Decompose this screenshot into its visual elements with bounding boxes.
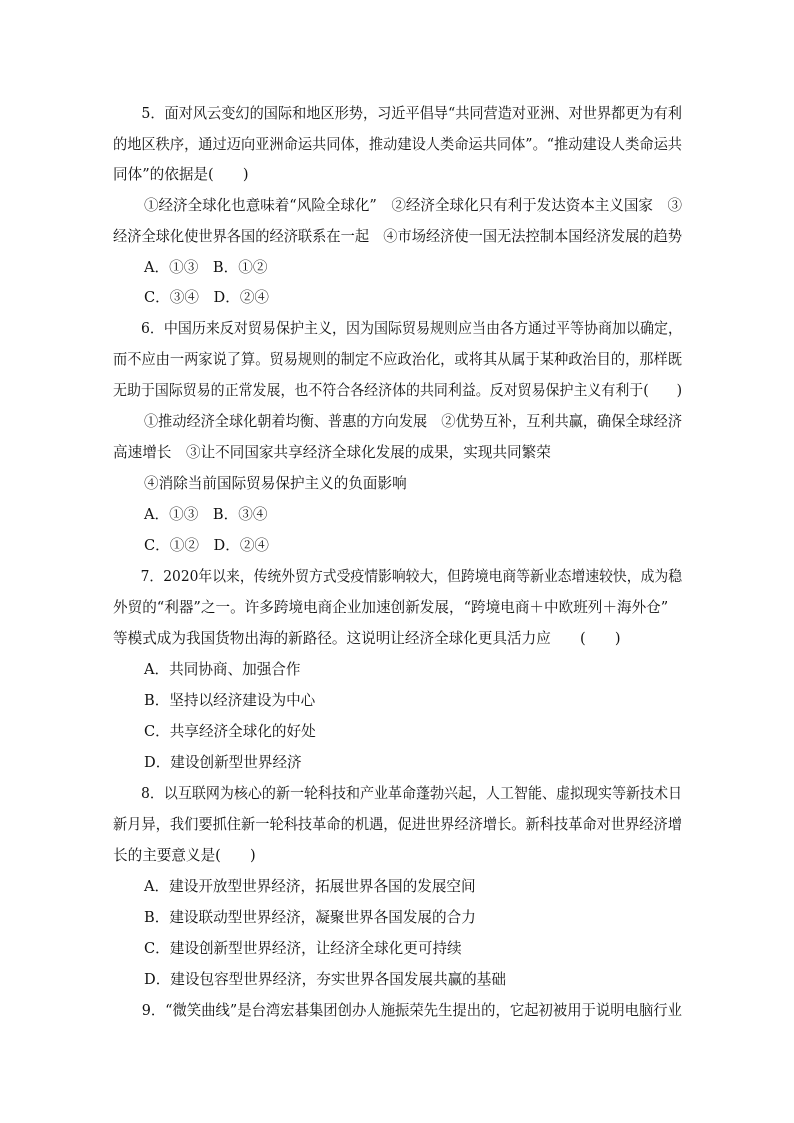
q6-stem-text-3: 无助于国际贸易的正常发展，也不符合各经济体的共同利益。反对贸易保护主义有利于( )	[113, 382, 683, 399]
q7-option-c	[0, 722, 794, 742]
q9-stem-line-1	[0, 1001, 794, 1021]
q8-option-b-text: B．建设联动型世界经济，凝聚世界各国发展的合力	[144, 909, 476, 926]
q6-item-text-3: ④消除当前国际贸易保护主义的负面影响	[144, 475, 407, 492]
q7-option-a	[0, 660, 794, 680]
q8-option-c	[0, 939, 794, 959]
q6-item-line-1	[0, 412, 794, 432]
q5-stem-text-3: 同体”的依据是( )	[113, 166, 249, 183]
q8-stem-line-1	[0, 784, 794, 804]
q7-option-d-text: D．建设创新型世界经济	[144, 754, 302, 771]
q5-option-cd	[0, 288, 794, 308]
q5-option-ab-text: A．①③ B．①②	[144, 259, 268, 276]
q7-option-c-text: C．共享经济全球化的好处	[144, 723, 316, 740]
q7-option-b	[0, 691, 794, 711]
q8-option-d	[0, 970, 794, 990]
q6-stem-text-2: 而不应由一两家说了算。贸易规则的制定不应政治化，或将其从属于某种政治目的，那样既	[113, 351, 682, 368]
q5-item-text-1: ①经济全球化也意味着“风险全球化” ②经济全球化只有利于发达资本主义国家 ③	[144, 197, 682, 214]
q6-item-text-1: ①推动经济全球化朝着均衡、普惠的方向发展 ②优势互补，互利共赢，确保全球经济	[144, 413, 682, 430]
q5-item-line-1	[0, 196, 794, 216]
q6-stem-line-3	[0, 381, 794, 401]
q5-stem-text-2: 的地区秩序，通过迈向亚洲命运共同体，推动建设人类命运共同体”。“推动建设人类命运共	[113, 136, 683, 153]
q7-stem-text-3: 等模式成为我国货物出海的新路径。这说明让经济全球化更具活力应 ( )	[113, 630, 621, 647]
q8-option-c-text: C．建设创新型世界经济，让经济全球化更可持续	[144, 940, 462, 957]
q5-item-text-2: 经济全球化使世界各国的经济联系在一起 ④市场经济使一国无法控制本国经济发展的趋势	[113, 228, 682, 245]
q6-item-line-3	[0, 474, 794, 494]
q7-stem-line-2	[0, 598, 794, 618]
q7-option-b-text: B．坚持以经济建设为中心	[144, 692, 316, 709]
q5-stem-text-1: 5．面对风云变幻的国际和地区形势，习近平倡导“共同营造对亚洲、对世界都更为有利	[113, 105, 682, 122]
q8-stem-text-3: 长的主要意义是( )	[113, 847, 256, 864]
q5-stem-line-2	[0, 135, 794, 155]
q6-item-text-2: 高速增长 ③让不同国家共享经济全球化发展的成果，实现共同繁荣	[113, 444, 551, 461]
q6-stem-text-1: 6．中国历来反对贸易保护主义，因为国际贸易规则应当由各方通过平等协商加以确定，	[113, 320, 683, 337]
q5-option-cd-text: C．③④ D．②④	[144, 289, 270, 306]
q8-option-a	[0, 877, 794, 897]
q5-item-line-2	[0, 227, 794, 247]
q8-option-a-text: A．建设开放型世界经济，拓展世界各国的发展空间	[144, 878, 476, 895]
q9-stem-text-1: 9．“微笑曲线”是台湾宏碁集团创办人施振荣先生提出的，它起初被用于说明电脑行业	[113, 1002, 682, 1019]
q6-option-cd	[0, 536, 794, 556]
q8-stem-line-2	[0, 815, 794, 835]
q8-stem-line-3	[0, 846, 794, 866]
q7-option-a-text: A．共同协商、加强合作	[144, 661, 301, 678]
q6-stem-line-1	[0, 319, 794, 339]
q6-item-line-2	[0, 443, 794, 463]
q6-stem-line-2	[0, 350, 794, 370]
q5-stem-line-1	[0, 104, 794, 124]
q5-option-ab	[0, 258, 794, 278]
q7-stem-text-2: 外贸的“利器”之一。许多跨境电商企业加速创新发展，“跨境电商＋中欧班列＋海外仓”	[113, 599, 669, 616]
q8-stem-text-2: 新月异，我们要抓住新一轮科技革命的机遇，促进世界经济增长。新科技革命对世界经济增	[113, 816, 682, 833]
q8-option-b	[0, 908, 794, 928]
q7-stem-line-3	[0, 629, 794, 649]
q7-option-d	[0, 753, 794, 773]
q6-option-ab-text: A．①③ B．③④	[144, 506, 268, 523]
q8-option-d-text: D．建设包容型世界经济，夯实世界各国发展共赢的基础	[144, 971, 506, 988]
q7-stem-line-1	[0, 567, 794, 587]
q6-option-cd-text: C．①② D．②④	[144, 537, 270, 554]
q6-option-ab	[0, 505, 794, 525]
q5-stem-line-3	[0, 165, 794, 185]
q8-stem-text-1: 8．以互联网为核心的新一轮科技和产业革命蓬勃兴起，人工智能、虚拟现实等新技术日	[113, 785, 683, 802]
q7-stem-text-1: 7．2020年以来，传统外贸方式受疫情影响较大，但跨境电商等新业态增速较快，成为稳	[113, 568, 683, 585]
